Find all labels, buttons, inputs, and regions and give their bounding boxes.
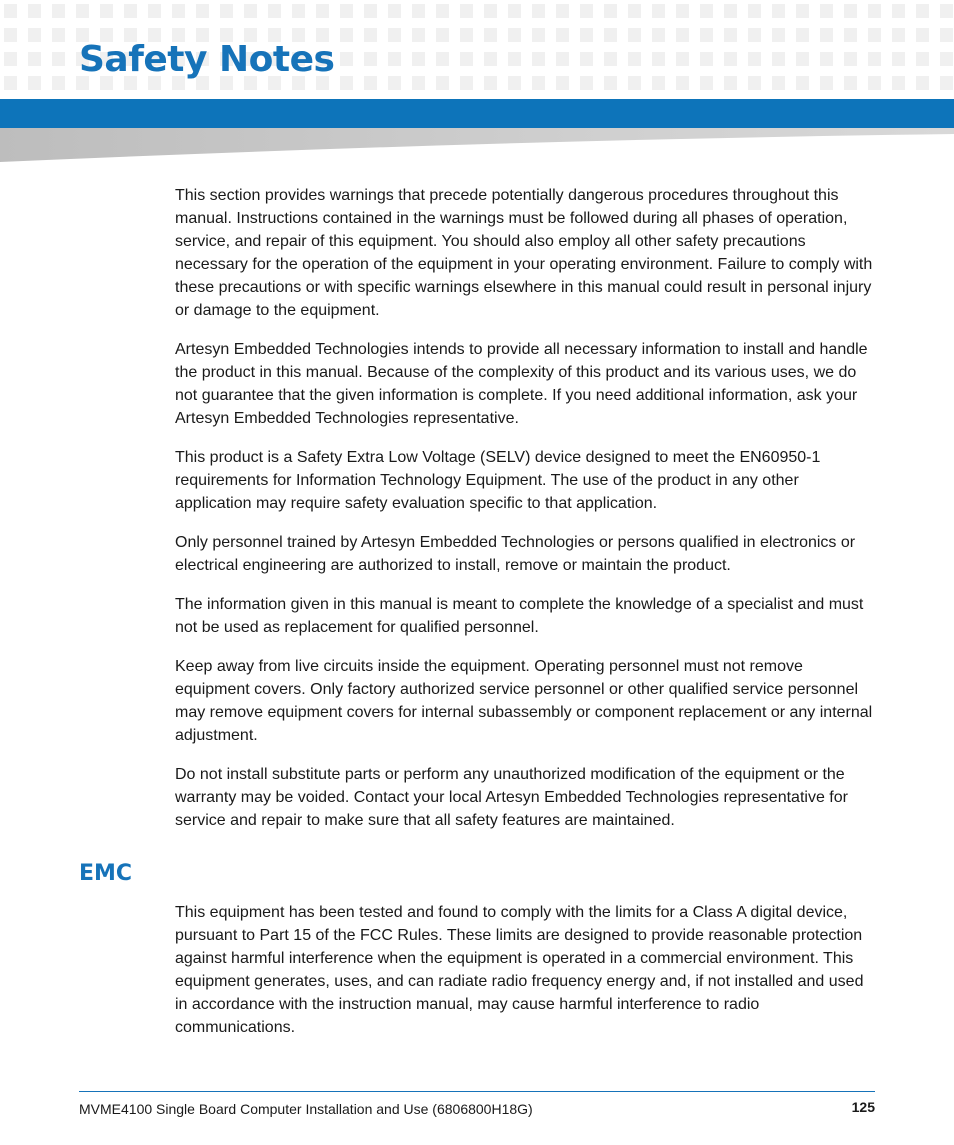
body-paragraph: This section provides warnings that precede potentially dangerous procedures throughout this manual. Instructions contained in the warnings must be followed during all phases of operation, service, and repair of this equipment. You should also employ all other safety precautions necessary for the operation of the equipment in your operating environment. Failure to comply with these precautions or with specific warnings elsewhere in this manual could result in personal injury or damage to the equipment. [175, 187, 873, 319]
header-grey-swoosh [0, 128, 954, 164]
section-heading-emc: EMC [79, 861, 133, 886]
body-paragraph: Only personnel trained by Artesyn Embedded Technologies or persons qualified in electronics or electrical engineering are authorized to install, remove or maintain the product. [175, 534, 856, 574]
footer-divider [79, 1091, 875, 1092]
body-paragraph: The information given in this manual is meant to complete the knowledge of a specialist and must not be used as replacement for qualified personnel. [175, 596, 864, 636]
page-number: 125 [851, 1099, 875, 1115]
emc-paragraph: This equipment has been tested and found to comply with the limits for a Class A digital device, pursuant to Part 15 of the FCC Rules. These limits are designed to provide reasonable protection against harmful interference when the equipment is operated in a commercial environment. This equipment generates, uses, and can radiate radio frequency energy and, if not installed and used in accordance with the instruction manual, may cause harmful interference to radio communications. [175, 904, 864, 1036]
body-paragraph: Artesyn Embedded Technologies intends to provide all necessary information to install and handle the product in this manual. Because of the complexity of this product and its various uses, we do not guarantee that the given information is complete. If you need additional information, ask your Artesyn Embedded Technologies representative. [175, 341, 868, 427]
body-paragraph: This product is a Safety Extra Low Voltage (SELV) device designed to meet the EN60950-1 requirements for Information Technology Equipment. The use of the product in any other application may require safety evaluation specific to that application. [175, 449, 821, 512]
safety-notes-body [175, 184, 875, 848]
page-title: Safety Notes [79, 39, 335, 80]
header-tile-row [4, 4, 954, 18]
body-paragraph: Do not install substitute parts or perform any unauthorized modification of the equipment or the warranty may be voided. Contact your local Artesyn Embedded Technologies representative for service and repair to make sure that all safety features are maintained. [175, 766, 848, 829]
header-blue-band [0, 99, 954, 128]
emc-body [175, 901, 875, 1039]
footer-document-title: MVME4100 Single Board Computer Installation and Use (6806800H18G) [79, 1101, 533, 1117]
body-paragraph: Keep away from live circuits inside the equipment. Operating personnel must not remove equipment covers. Only factory authorized service personnel or other qualified service personnel may remove equipment covers for internal subassembly or component replacement or any internal adjustment. [175, 658, 873, 744]
